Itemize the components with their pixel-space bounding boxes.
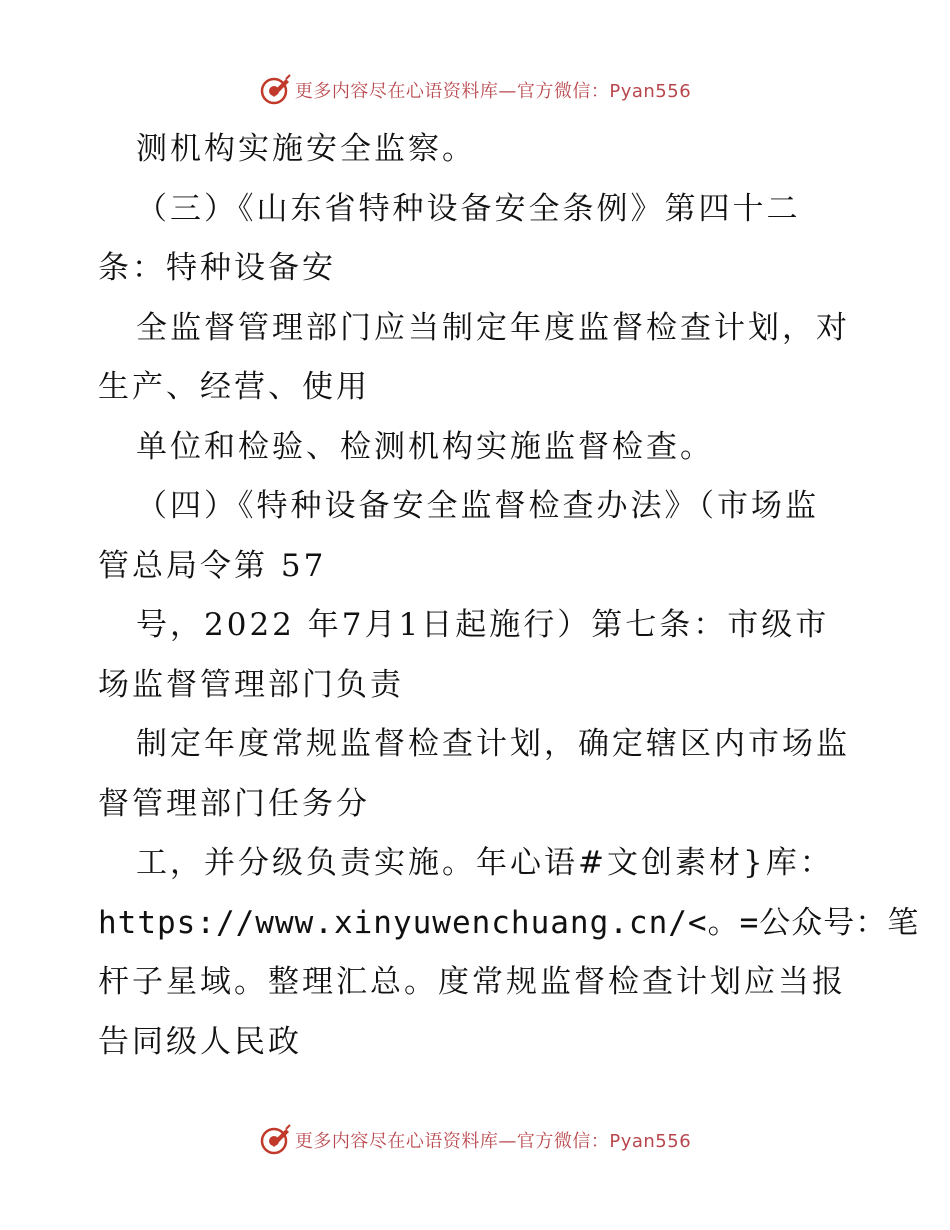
- footer-banner-text: 更多内容尽在心语资料库—官方微信：Pyan556: [294, 1131, 692, 1152]
- body-text-line: 单位和检验、检测机构实施监督检查。: [136, 428, 714, 465]
- body-text-line: 生产、经营、使用: [98, 369, 370, 405]
- body-text-line: （四）《特种设备安全监督检查办法》（市场监: [136, 488, 819, 524]
- body-text-line: 条：特种设备安: [98, 250, 336, 286]
- body-text-line: 督管理部门任务分: [98, 785, 370, 822]
- body-text-line: 管总局令第 57: [98, 547, 327, 584]
- body-text-line: 工，并分级负责实施。年心语#文创素材}库：: [136, 845, 834, 881]
- header-banner: [0, 70, 950, 110]
- body-text-line: 杆子星域。整理汇总。度常规监督检查计划应当报: [98, 964, 846, 1000]
- header-banner-text: 更多内容尽在心语资料库—官方微信：Pyan556: [294, 81, 692, 102]
- body-text-line: 号，2022 年7月1日起施行）第七条：市级市: [136, 607, 830, 643]
- body-text-line: 制定年度常规监督检查计划，确定辖区内市场监: [136, 726, 850, 762]
- document-body: [98, 120, 920, 1072]
- pen-logo-icon: [259, 74, 291, 106]
- body-text-line: 告同级人民政: [98, 1023, 302, 1060]
- body-text-line: https://www.xinyuwenchuang.cn/<。=公众号：笔: [98, 904, 920, 941]
- footer-banner: [0, 1120, 950, 1160]
- body-text-line: 测机构实施安全监察。: [136, 131, 476, 167]
- body-text-line: 全监督管理部门应当制定年度监督检查计划，对: [136, 309, 850, 346]
- pen-logo-icon: [259, 1124, 291, 1156]
- body-text-line: 场监督管理部门负责: [98, 666, 404, 703]
- body-text-line: （三）《山东省特种设备安全条例》第四十二: [136, 190, 801, 227]
